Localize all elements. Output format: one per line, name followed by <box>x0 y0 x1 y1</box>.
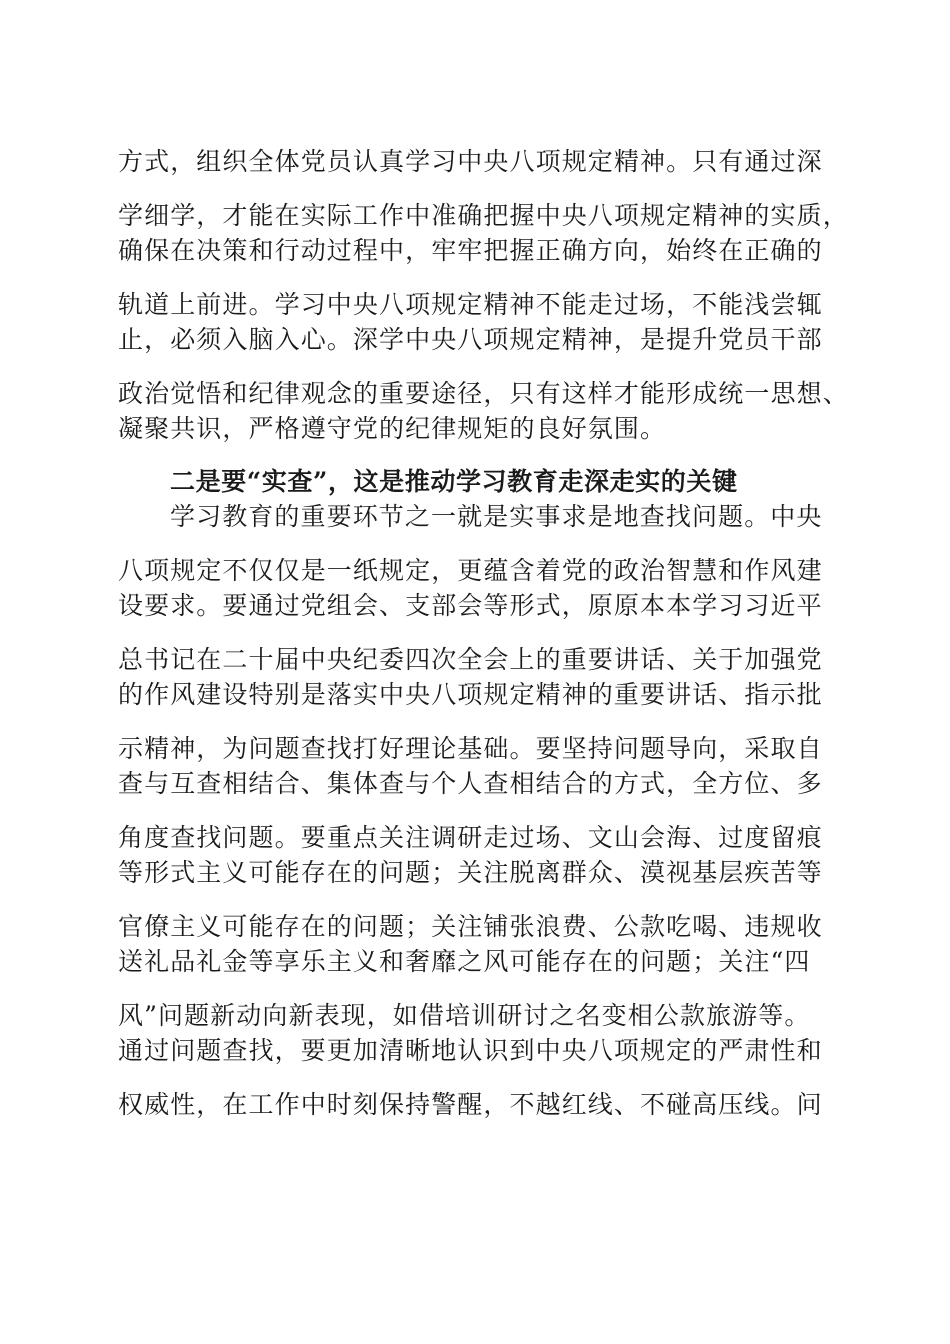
paragraph-line: 送礼品礼金等享乐主义和奢靡之风可能存在的问题；关注“四 <box>118 947 811 976</box>
paragraph-line: 学细学，才能在实际工作中准确把握中央八项规定精神的实质， <box>118 201 849 230</box>
paragraph-line: 的作风建设特别是落实中央八项规定精神的重要讲话、指示批 <box>118 680 823 709</box>
paragraph-line: 示精神，为问题查找打好理论基础。要坚持问题导向，采取自 <box>118 734 823 763</box>
paragraph-line: 确保在决策和行动过程中，牢牢把握正确方向，始终在正确的 <box>118 236 823 265</box>
paragraph-line: 八项规定不仅仅是一纸规定，更蕴含着党的政治智慧和作风建 <box>118 556 823 585</box>
section-heading: 二是要“实查”，这是推动学习教育走深走实的关键 <box>170 467 738 496</box>
paragraph-line: 政治觉悟和纪律观念的重要途径，只有这样才能形成统一思想、 <box>118 379 849 408</box>
paragraph-line: 通过问题查找，要更加清晰地认识到中央八项规定的严肃性和 <box>118 1036 823 1065</box>
paragraph-line: 风”问题新动向新表现，如借培训研讨之名变相公款旅游等。 <box>118 1001 811 1030</box>
paragraph-line: 等形式主义可能存在的问题；关注脱离群众、漠视基层疾苦等 <box>118 858 823 887</box>
paragraph-line: 权威性，在工作中时刻保持警醒，不越红线、不碰高压线。问 <box>118 1090 823 1119</box>
paragraph-line: 设要求。要通过党组会、支部会等形式，原原本本学习习近平 <box>118 591 823 620</box>
paragraph-line: 轨道上前进。学习中央八项规定精神不能走过场，不能浅尝辄 <box>118 290 823 319</box>
paragraph-line: 方式，组织全体党员认真学习中央八项规定精神。只有通过深 <box>118 147 823 176</box>
paragraph-line: 查与互查相结合、集体查与个人查相结合的方式，全方位、多 <box>118 769 823 798</box>
paragraph-line: 角度查找问题。要重点关注调研走过场、文山会海、过度留痕 <box>118 823 823 852</box>
paragraph-line: 学习教育的重要环节之一就是实事求是地查找问题。中央 <box>170 502 823 531</box>
paragraph-line: 止，必须入脑入心。深学中央八项规定精神，是提升党员干部 <box>118 325 823 354</box>
paragraph-line: 凝聚共识，严格遵守党的纪律规矩的良好氛围。 <box>118 414 667 443</box>
paragraph-line: 总书记在二十届中央纪委四次全会上的重要讲话、关于加强党 <box>118 645 823 674</box>
paragraph-line: 官僚主义可能存在的问题；关注铺张浪费、公款吃喝、违规收 <box>118 912 823 941</box>
